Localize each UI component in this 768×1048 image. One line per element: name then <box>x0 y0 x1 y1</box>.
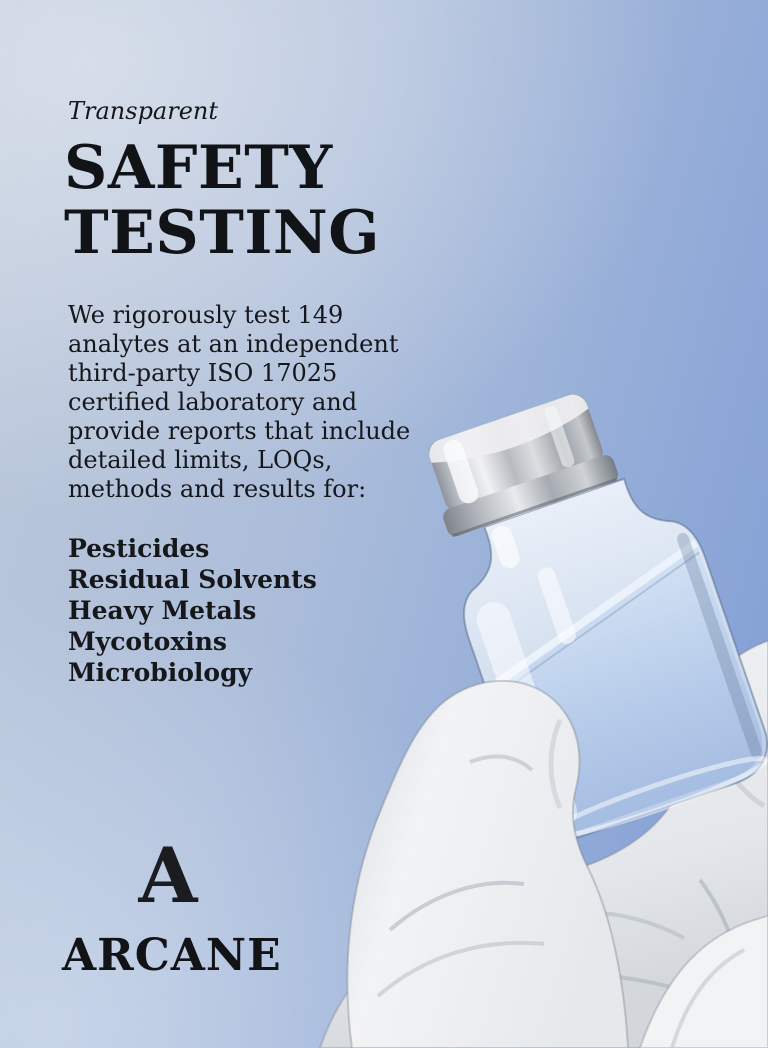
list-item-pesticides: Pesticides <box>68 534 210 563</box>
list-item-residual-solvents: Residual Solvents <box>68 565 317 594</box>
test-category-list <box>68 533 317 688</box>
intro-line: certified laboratory and <box>68 388 358 416</box>
poster-title <box>64 133 381 268</box>
intro-paragraph <box>68 301 410 504</box>
intro-line: analytes at an independent <box>68 330 399 358</box>
title-line-2: TESTING <box>64 198 381 268</box>
intro-line: We rigorously test 149 <box>68 301 344 329</box>
list-item-mycotoxins: Mycotoxins <box>68 627 227 656</box>
intro-line: provide reports that include <box>68 417 411 445</box>
intro-line: third-party ISO 17025 <box>68 359 338 387</box>
brand-lockup <box>62 831 282 981</box>
brand-name: ARCANE <box>62 930 282 981</box>
intro-line: detailed limits, LOQs, <box>68 446 333 474</box>
eyebrow-text: Transparent <box>68 97 219 125</box>
brand-monogram: A <box>138 831 198 920</box>
list-item-heavy-metals: Heavy Metals <box>68 596 257 625</box>
list-item-microbiology: Microbiology <box>68 658 253 687</box>
title-line-1: SAFETY <box>64 133 333 203</box>
intro-line: methods and results for: <box>68 475 367 503</box>
